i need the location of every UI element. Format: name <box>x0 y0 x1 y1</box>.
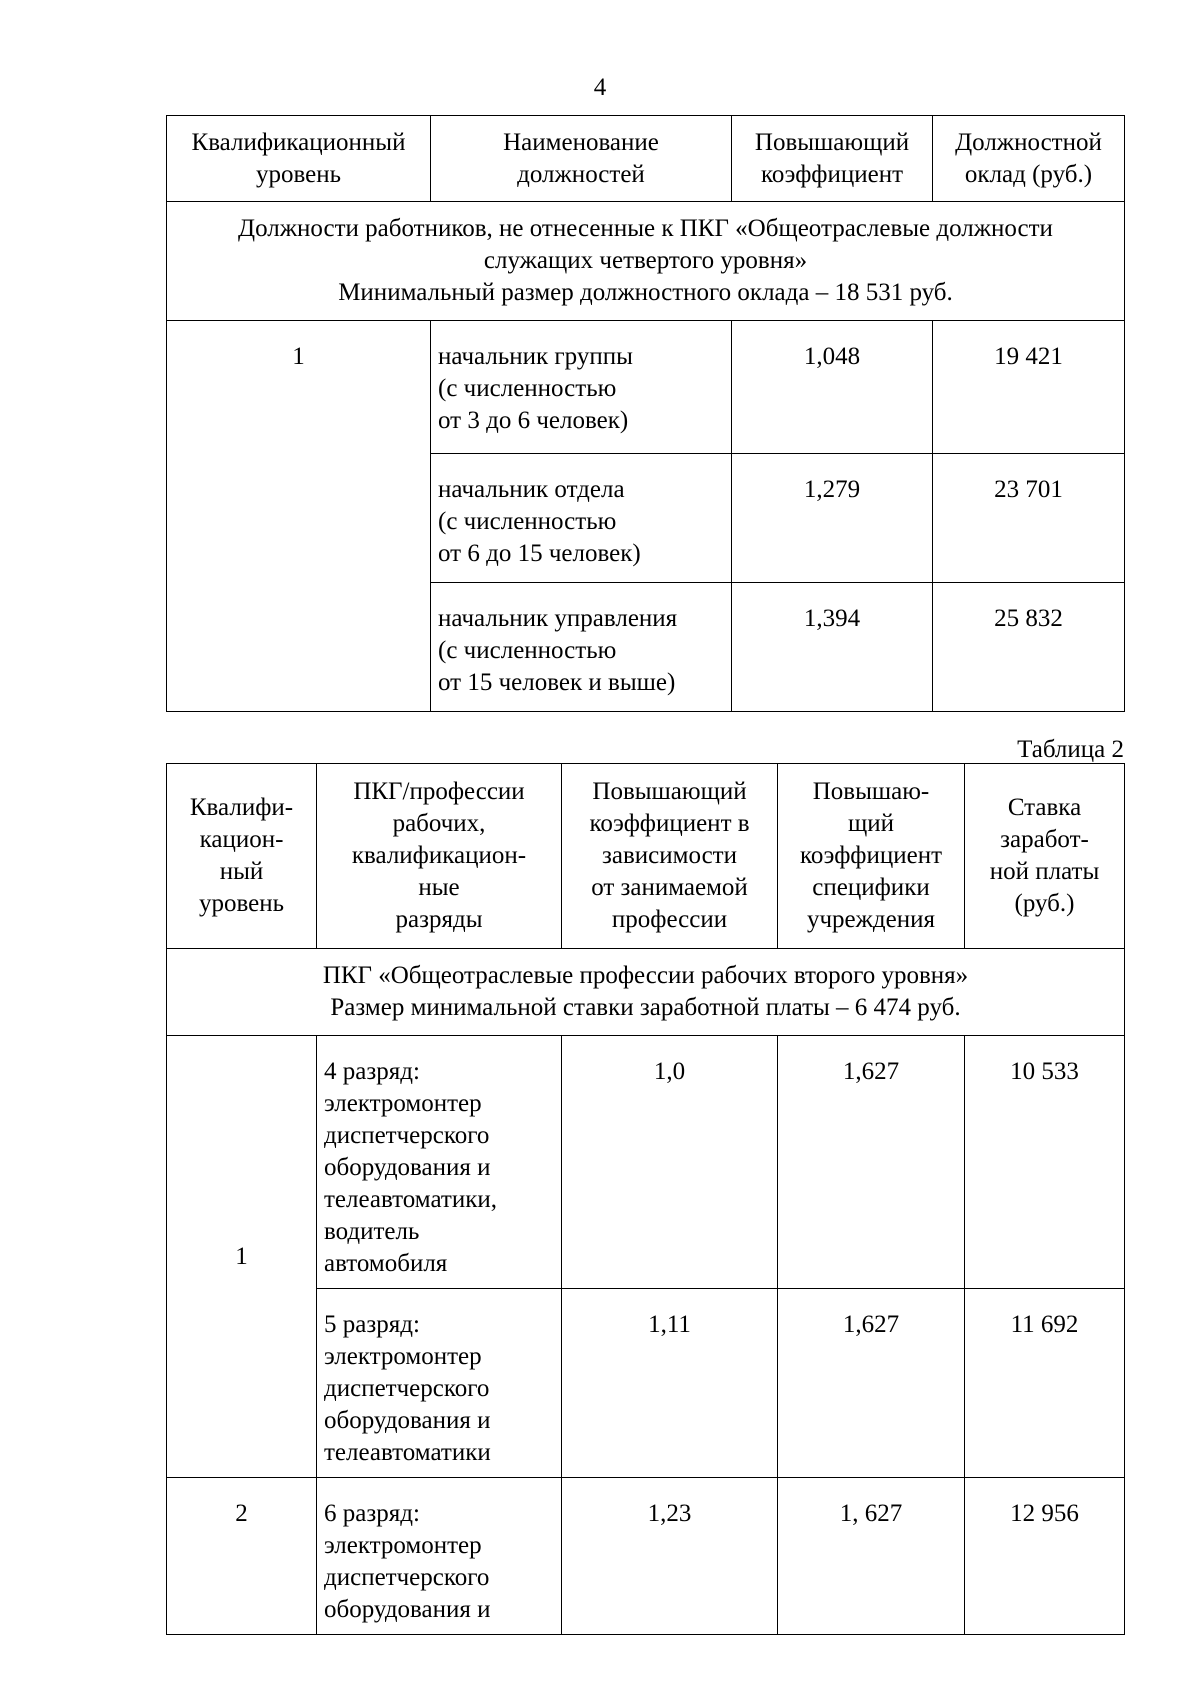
position-cell: начальник отдела (с численностью от 6 до 15 человек) <box>431 454 732 583</box>
table2-header-row <box>167 764 1125 949</box>
table1-header-position: Наименование должностей <box>431 116 732 202</box>
table2-header-coef-profession: Повышающий коэффициент в зависимости от занимаемой профессии <box>562 764 778 949</box>
coef-profession-cell: 1,23 <box>562 1478 778 1635</box>
table1-header-level: Квалификационный уровень <box>167 116 431 202</box>
coef-specific-cell: 1,627 <box>778 1036 965 1289</box>
table1-header-row <box>167 116 1125 202</box>
table1-level-cell: 1 <box>167 321 431 712</box>
salary-table-1 <box>166 115 1125 712</box>
table1-header-salary: Должностной оклад (руб.) <box>933 116 1125 202</box>
salary-cell: 23 701 <box>933 454 1125 583</box>
coef-specific-cell: 1, 627 <box>778 1478 965 1635</box>
rate-cell: 10 533 <box>965 1036 1125 1289</box>
table-row <box>167 1478 1125 1635</box>
profession-cell: 6 разряд: электромонтер диспетчерского оборудования и <box>317 1478 562 1635</box>
table2-header-level: Квалифи- кацион- ный уровень <box>167 764 317 949</box>
coef-specific-cell: 1,627 <box>778 1289 965 1478</box>
table-row <box>167 1036 1125 1289</box>
coef-profession-cell: 1,11 <box>562 1289 778 1478</box>
profession-cell: 5 разряд: электромонтер диспетчерского оборудования и телеавтоматики <box>317 1289 562 1478</box>
table2-header-coef-specific: Повышаю- щий коэффициент специфики учреждения <box>778 764 965 949</box>
table2-group-title: ПКГ «Общеотраслевые профессии рабочих второго уровня» Размер минимальной ставки заработной платы – 6 474 руб. <box>167 949 1125 1036</box>
table1-group-title: Должности работников, не отнесенные к ПКГ «Общеотраслевые должности служащих четвертого уровня» Минимальный размер должностного оклада – 18 531 руб. <box>167 202 1125 321</box>
rate-cell: 12 956 <box>965 1478 1125 1635</box>
coef-profession-cell: 1,0 <box>562 1036 778 1289</box>
salary-table-2 <box>166 763 1125 1635</box>
table2-header-rate: Ставка заработ- ной платы (руб.) <box>965 764 1125 949</box>
page-number: 4 <box>593 74 607 101</box>
salary-cell: 25 832 <box>933 583 1125 712</box>
rate-cell: 11 692 <box>965 1289 1125 1478</box>
table-row <box>167 321 1125 454</box>
table2-group-row <box>167 949 1125 1036</box>
salary-cell: 19 421 <box>933 321 1125 454</box>
position-cell: начальник управления (с численностью от 15 человек и выше) <box>431 583 732 712</box>
profession-cell: 4 разряд: электромонтер диспетчерского оборудования и телеавтоматики, водитель автомобиля <box>317 1036 562 1289</box>
table2-header-profession: ПКГ/профессии рабочих, квалификацион- ные разряды <box>317 764 562 949</box>
table1-header-coefficient: Повышающий коэффициент <box>732 116 933 202</box>
table2-level-cell: 2 <box>167 1478 317 1635</box>
coefficient-cell: 1,279 <box>732 454 933 583</box>
table2-level-cell: 1 <box>167 1036 317 1478</box>
table2-caption: Таблица 2 <box>1017 736 1124 763</box>
table1-group-row <box>167 202 1125 321</box>
coefficient-cell: 1,394 <box>732 583 933 712</box>
coefficient-cell: 1,048 <box>732 321 933 454</box>
position-cell: начальник группы (с численностью от 3 до 6 человек) <box>431 321 732 454</box>
